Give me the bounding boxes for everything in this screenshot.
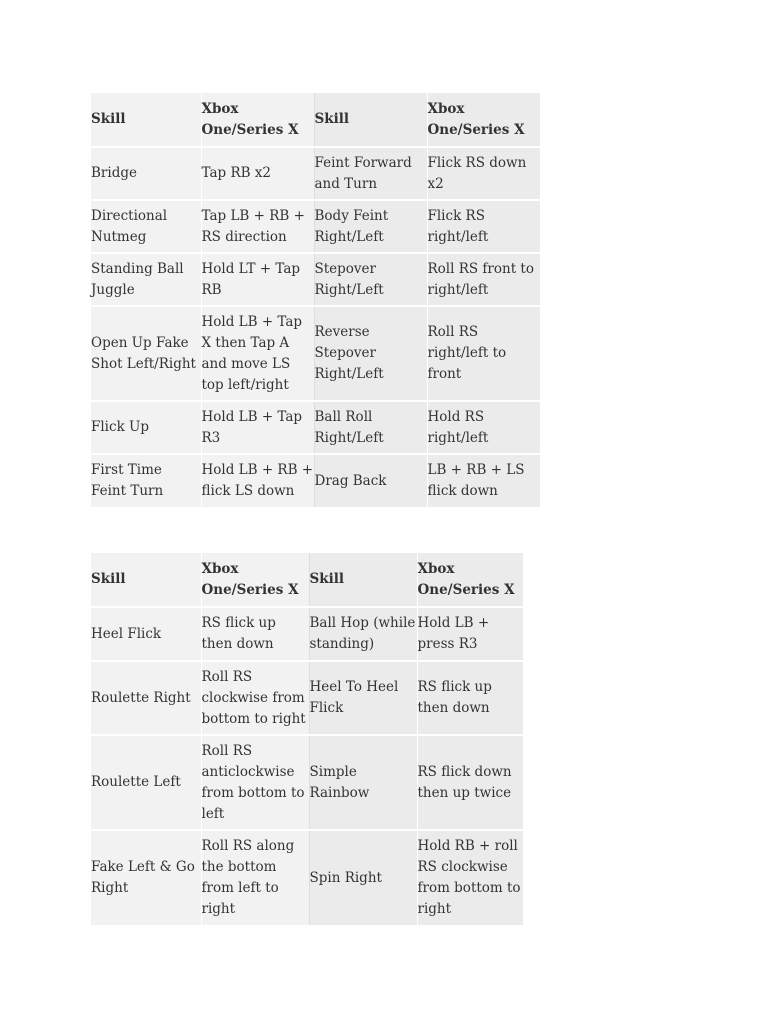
table-row <box>91 735 523 830</box>
table-row <box>91 147 540 200</box>
header-platform: Xbox One/Series X <box>417 553 523 607</box>
header-skill: Skill <box>309 553 417 607</box>
table-row <box>91 607 523 661</box>
header-platform: Xbox One/Series X <box>201 553 309 607</box>
table-row <box>91 830 523 925</box>
control-cell: Hold LB + RB + flick LS down <box>201 454 314 507</box>
table-row <box>91 253 540 306</box>
skill-cell: Heel To Heel Flick <box>309 661 417 735</box>
control-cell: Flick RS down x2 <box>427 147 540 200</box>
skill-cell: Fake Left & Go Right <box>91 830 201 925</box>
control-cell: Hold RB + roll RS clockwise from bottom to right <box>417 830 523 925</box>
table-header-row <box>91 553 523 607</box>
control-cell: Roll RS front to right/left <box>427 253 540 306</box>
control-cell: RS flick up then down <box>417 661 523 735</box>
header-skill: Skill <box>314 93 427 147</box>
table-row <box>91 454 540 507</box>
skill-cell: Flick Up <box>91 401 201 454</box>
table-row <box>91 200 540 253</box>
skill-cell: Standing Ball Juggle <box>91 253 201 306</box>
header-platform: Xbox One/Series X <box>427 93 540 147</box>
skill-cell: Body Feint Right/Left <box>314 200 427 253</box>
control-cell: Hold LB + Tap R3 <box>201 401 314 454</box>
skill-cell: Open Up Fake Shot Left/Right <box>91 306 201 401</box>
skill-cell: Roulette Right <box>91 661 201 735</box>
control-cell: Tap RB x2 <box>201 147 314 200</box>
skill-cell: Stepover Right/Left <box>314 253 427 306</box>
skill-cell: Directional Nutmeg <box>91 200 201 253</box>
skill-cell: First Time Feint Turn <box>91 454 201 507</box>
skill-cell: Ball Hop (while standing) <box>309 607 417 661</box>
skills-table-one <box>91 93 540 507</box>
skill-cell: Heel Flick <box>91 607 201 661</box>
control-cell: Tap LB + RB + RS direction <box>201 200 314 253</box>
table-row <box>91 401 540 454</box>
skill-cell: Simple Rainbow <box>309 735 417 830</box>
control-cell: LB + RB + LS flick down <box>427 454 540 507</box>
control-cell: Roll RS clockwise from bottom to right <box>201 661 309 735</box>
control-cell: Roll RS right/left to front <box>427 306 540 401</box>
skill-cell: Roulette Left <box>91 735 201 830</box>
skills-table-two <box>91 553 523 925</box>
control-cell: RS flick up then down <box>201 607 309 661</box>
table-row <box>91 661 523 735</box>
table-row <box>91 306 540 401</box>
skill-cell: Ball Roll Right/Left <box>314 401 427 454</box>
skill-cell: Feint Forward and Turn <box>314 147 427 200</box>
control-cell: Hold LT + Tap RB <box>201 253 314 306</box>
control-cell: RS flick down then up twice <box>417 735 523 830</box>
control-cell: Hold RS right/left <box>427 401 540 454</box>
control-cell: Roll RS along the bottom from left to right <box>201 830 309 925</box>
skill-cell: Drag Back <box>314 454 427 507</box>
control-cell: Hold LB + Tap X then Tap A and move LS top left/right <box>201 306 314 401</box>
skill-cell: Reverse Stepover Right/Left <box>314 306 427 401</box>
control-cell: Flick RS right/left <box>427 200 540 253</box>
skill-cell: Bridge <box>91 147 201 200</box>
table-header-row <box>91 93 540 147</box>
skill-cell: Spin Right <box>309 830 417 925</box>
header-skill: Skill <box>91 553 201 607</box>
control-cell: Hold LB + press R3 <box>417 607 523 661</box>
header-platform: Xbox One/Series X <box>201 93 314 147</box>
header-skill: Skill <box>91 93 201 147</box>
control-cell: Roll RS anticlockwise from bottom to left <box>201 735 309 830</box>
